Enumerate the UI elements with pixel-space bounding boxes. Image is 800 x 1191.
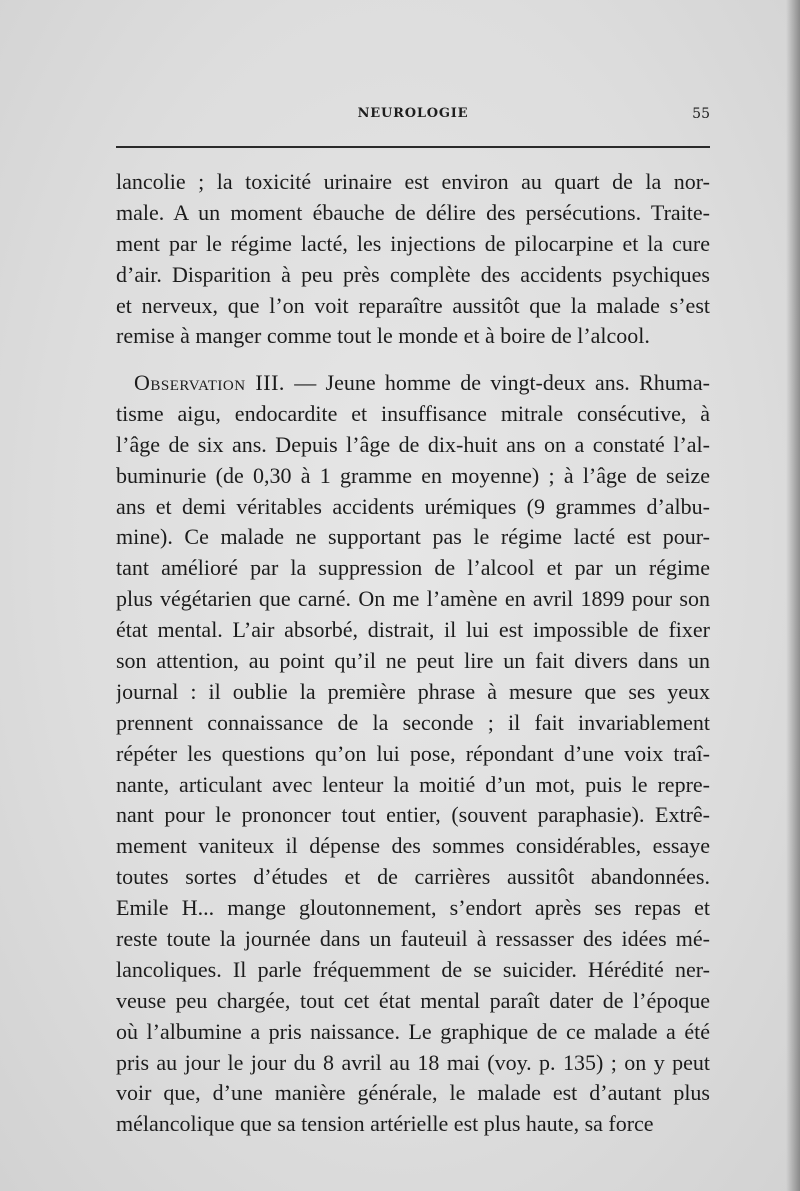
running-title: NEUROLOGIE [357,106,469,121]
text-line: tisme aigu, endocardite et insuffisance mitrale consécutive, à [116,400,710,426]
observation-iii [116,368,710,1140]
text-line: pris au jour le jour du 8 avril au 18 mai (voy. p. 135) ; on y peut [116,1049,710,1075]
text-line: voir que, d’une manière générale, le malade est d’autant plus [116,1080,710,1106]
text-line: buminurie (de 0,30 à 1 gramme en moyenne) ; à l’âge de seize [116,462,710,488]
text-line: Emile H... mange gloutonnement, s’endort après ses repas et [116,895,710,921]
text-line: l’âge de six ans. Depuis l’âge de dix-huit ans on a constaté l’al- [116,431,710,457]
text-line: male. A un moment ébauche de délire des persécutions. Traite- [116,199,710,225]
text-line: ans et demi véritables accidents urémiques (9 grammes d’albu- [116,493,710,519]
text-line: d’air. Disparition à peu près complète des accidents psychiques [116,261,710,287]
text-line: et nerveux, que l’on voit reparaître aussitôt que la malade s’est [116,292,710,318]
observation-first-line-text: — Jeune homme de vingt-deux ans. Rhuma- [284,370,710,395]
text-line: reste toute la journée dans un fauteuil à ressasser des idées mé- [116,926,710,952]
text-line: nante, articulant avec lenteur la moitié d’un mot, puis le repre- [116,771,710,797]
observation-first-line [116,368,710,399]
text-line: prennent connaissance de la seconde ; il fait invariablement [116,709,710,735]
text-line: où l’albumine a pris naissance. Le graphique de ce malade a été [116,1018,710,1044]
page-header [116,106,710,126]
header-rule [116,146,710,148]
page-edge-shadow [786,0,800,1191]
text-line: mement vaniteux il dépense des sommes considérables, essaye [116,833,710,859]
text-line: ment par le régime lacté, les injections de pilocarpine et la cure [116,230,710,256]
text-line: mine). Ce malade ne supportant pas le régime lacté est pour- [116,524,710,550]
observation-heading: Observation III. [134,370,285,395]
text-line: lancolie ; la toxicité urinaire est environ au quart de la nor- [116,169,710,194]
text-line: lancoliques. Il parle fréquemment de se suicider. Hérédité ner- [116,956,710,982]
text-line: état mental. L’air absorbé, distrait, il lui est impossible de fixer [116,617,710,643]
text-line: mélancolique que sa tension artérielle est plus haute, sa force [116,1111,654,1137]
text-line: tant amélioré par la suppression de l’alcool et par un régime [116,555,710,581]
paragraph-1 [116,167,710,352]
text-line: nant pour le prononcer tout entier, (souvent paraphasie). Extrê- [116,802,710,828]
text-line: journal : il oublie la première phrase à mesure que ses yeux [116,678,710,704]
text-line: toutes sortes d’études et de carrières aussitôt abandonnées. [116,864,710,890]
page-number: 55 [692,106,710,122]
text-line: remise à manger comme tout le monde et à boire de l’alcool. [116,323,650,349]
text-line: veuse peu chargée, tout cet état mental paraît dater de l’époque [116,987,710,1013]
text-line: plus végétarien que carné. On me l’amène en avril 1899 pour son [116,586,710,612]
text-line: son attention, au point qu’il ne peut lire un fait divers dans un [116,648,710,674]
text-line: répéter les questions qu’on lui pose, répondant d’une voix traî- [116,740,710,766]
